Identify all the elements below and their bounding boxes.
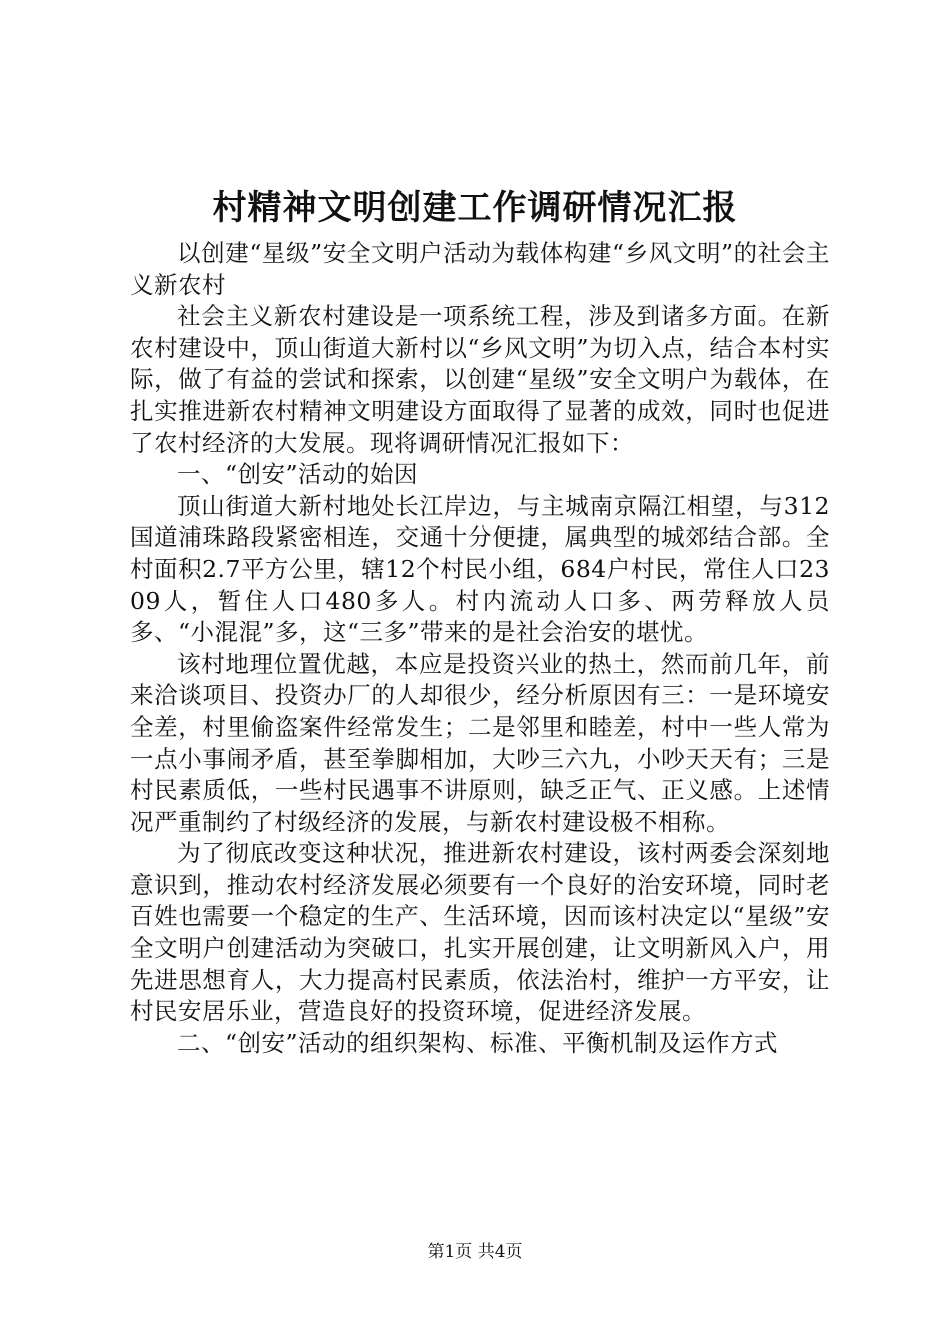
section-heading-1: 一、“创安”活动的始因: [177, 460, 419, 489]
document-body: [130, 238, 830, 1059]
document-title: 村精神文明创建工作调研情况汇报: [212, 188, 738, 228]
paragraph-decision: 为了彻底改变这种状况，推进新农村建设，该村两委会深刻地意识到，推动农村经济发展必须要有一个良好的治安环境，同时老百姓也需要一个稳定的生产、生活环境，因而该村决定以“星级”安全文明户创建活动为突破口，扎实开展创建，让文明新风入户，用先进思想育人，大力提高村民素质，依法治村，维护一方平安，让村民安居乐业，营造良好的投资环境，促进经济发展。: [130, 839, 830, 1026]
paragraph-intro: 社会主义新农村建设是一项系统工程，涉及到诸多方面。在新农村建设中，顶山街道大新村以“乡风文明”为切入点，结合本村实际，做了有益的尝试和探索，以创建“星级”安全文明户为载体，在扎实推进新农村精神文明建设方面取得了显著的成效，同时也促进了农村经济的大发展。现将调研情况汇报如下：: [130, 302, 830, 457]
section-heading-2: 二、“创安”活动的组织架构、标准、平衡机制及运作方式: [177, 1028, 779, 1057]
paragraph-problems: 该村地理位置优越，本应是投资兴业的热土，然而前几年，前来洽谈项目、投资办厂的人却很少，经分析原因有三：一是环境安全差，村里偷盗案件经常发生；二是邻里和睦差，村中一些人常为一点小事闹矛盾，甚至拳脚相加，大吵三六九，小吵天天有；三是村民素质低，一些村民遇事不讲原则，缺乏正气、正义感。上述情况严重制约了村级经济的发展，与新农村建设极不相称。: [130, 649, 830, 836]
paragraph-subtitle: 以创建“星级”安全文明户活动为载体构建“乡风文明”的社会主义新农村: [130, 239, 830, 299]
page-number-footer: 第1页 共4页: [427, 1242, 523, 1262]
paragraph-location: 顶山街道大新村地处长江岸边，与主城南京隔江相望，与312国道浦珠路段紧密相连，交通十分便捷，属典型的城郊结合部。全村面积2.7平方公里，辖12个村民小组，684户村民，常住人口2309人，暂住人口480多人。村内流动人口多、两劳释放人员多、“小混混”多，这“三多”带来的是社会治安的堪忧。: [130, 491, 830, 647]
